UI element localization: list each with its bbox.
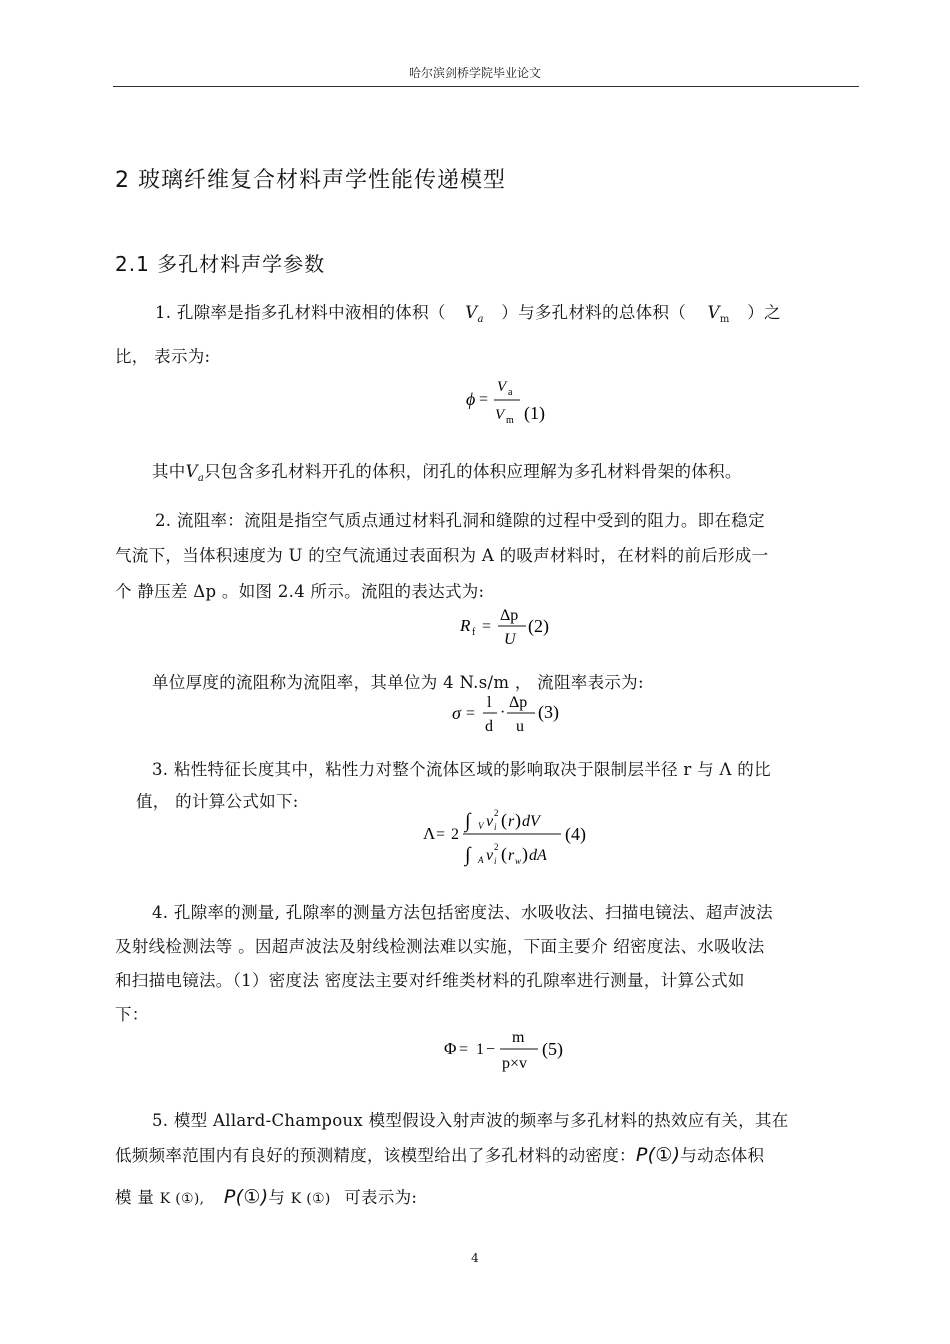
symbol-va-inline: $V_a$: [185, 462, 205, 484]
eq5-lhs: Φ: [444, 1039, 457, 1058]
para1-note: [152, 458, 742, 484]
eq1-equals: =: [479, 391, 489, 408]
para5-line3-b: 与: [268, 1188, 291, 1207]
equation-5: [442, 1024, 572, 1074]
para5-line2-text: 低频频率范围内有良好的预测精度，该模型给出了多孔材料的动密度：: [115, 1146, 636, 1165]
para1-text-c: ）之: [747, 303, 781, 322]
page-header: 哈尔滨剑桥学院毕业论文: [408, 66, 541, 80]
para5-line2: [115, 1142, 764, 1166]
eq4-equals: =: [436, 826, 446, 843]
para2-unit: 单位厚度的流阻称为流阻率，其单位为 4 N.s/m ， 流阻率表示为:: [152, 673, 644, 692]
page-number: 4: [471, 1251, 479, 1265]
eq1-tag: (1): [524, 403, 545, 423]
eq4-num-v-sup: 2: [494, 808, 499, 818]
para2-line2: 气流下，当体积速度为 U 的空气流通过表面积为 A 的吸声材料时，在材料的前后形成一: [115, 546, 769, 565]
eq4-num-v: v: [486, 813, 494, 830]
para2-line1: 2. 流阻率：流阻是指空气质点通过材料孔洞和缝隙的过程中受到的阻力。即在稳定: [155, 511, 765, 530]
eq4-den-v-sub: i: [494, 856, 497, 866]
eq5-den: p×v: [502, 1055, 528, 1072]
eq4-den-v: v: [486, 847, 494, 864]
para1-text-b: ）与多孔材料的总体积（: [501, 303, 687, 322]
eq5-num: m: [512, 1029, 525, 1046]
para5-line3-c: 可表示为:: [344, 1188, 418, 1207]
eq2-lhs-sub: f: [472, 627, 476, 638]
para5-line1: 5. 模型 Allard-Champoux 模型假设入射声波的频率与多孔材料的热效应有关，其在: [152, 1111, 789, 1130]
eq5-one: 1: [476, 1041, 484, 1058]
para4-line1: 4. 孔隙率的测量, 孔隙率的测量方法包括密度法、水吸收法、扫描电镜法、超声波法: [152, 903, 773, 922]
eq4-lhs: Λ: [423, 824, 436, 843]
symbol-vm: $V_m$: [707, 303, 730, 325]
eq1-num: V: [497, 379, 507, 395]
symbol-rho-omega-2: P(①): [223, 1186, 269, 1208]
para1-line2: 比， 表示为:: [115, 347, 211, 366]
eq4-den-paren: (: [501, 844, 507, 864]
eq2-equals: =: [482, 618, 492, 635]
para4-line2: 及射线检测法等 。因超声波法及射线检测法难以实施，下面主要介 绍密度法、水吸收法: [115, 937, 765, 956]
eq1-lhs: ϕ: [466, 389, 476, 409]
eq4-num-paren: (: [501, 810, 507, 830]
eq3-f1-den: d: [485, 718, 493, 735]
header-rule: [113, 86, 859, 87]
eq1-num-sub: a: [508, 387, 513, 398]
eq2-lhs: R: [460, 616, 471, 635]
para5-line3: [115, 1184, 417, 1208]
eq3-f2-den: u: [516, 718, 524, 735]
para1-note-b: 只包含多孔材料开孔的体积，闭孔的体积应理解为多孔材料骨架的体积。: [204, 462, 742, 481]
para5-line2-tail: 与动态体积: [680, 1146, 765, 1165]
eq4-den-r-sub: w: [515, 856, 522, 866]
eq3-f1-num: l: [487, 694, 492, 711]
eq3-equals: =: [466, 705, 476, 722]
para1-text-a: 1. 孔隙率是指多孔材料中液相的体积（: [155, 303, 446, 322]
para3-line1: 3. 粘性特征长度其中，粘性力对整个流体区域的影响取决于限制层半径 r 与 Λ 的比: [152, 760, 771, 779]
equation-1: [462, 373, 562, 431]
eq4-den-domain: A: [478, 855, 484, 865]
eq2-num: Δp: [500, 607, 519, 624]
equation-2: [456, 602, 566, 650]
eq3-f2-num: Δp: [509, 694, 528, 711]
eq4-den-da: dA: [529, 847, 547, 864]
eq4-tag: (4): [565, 824, 586, 844]
equation-3: [450, 689, 570, 737]
para1-line1: [155, 299, 781, 325]
eq4-num-v-sub: i: [494, 822, 497, 832]
eq4-num-paren-close: ): [515, 810, 521, 830]
eq3-dot: ·: [500, 704, 506, 721]
para4-line3: 和扫描电镜法。（1）密度法 密度法主要对纤维类材料的孔隙率进行测量，计算公式如: [115, 971, 745, 990]
para4-line4: 下：: [115, 1005, 149, 1024]
eq4-den-integral: ∫: [465, 844, 471, 866]
para2-line3: 个 静压差 Δp 。如图 2.4 所示。流阻的表达式为:: [115, 582, 485, 601]
eq4-den-r: r: [508, 847, 515, 864]
section-title: 2.1 多孔材料声学参数: [115, 252, 326, 276]
eq4-num-integral: ∫: [465, 810, 471, 832]
symbol-k-omega: K (①),: [159, 1191, 205, 1207]
equation-4: [421, 804, 596, 872]
eq5-equals: =: [459, 1041, 469, 1058]
eq4-num-dv: dV: [522, 813, 540, 830]
eq4-num-r: r: [508, 813, 515, 830]
para3-line2: 值， 的计算公式如下:: [136, 792, 299, 811]
eq3-tag: (3): [538, 702, 559, 722]
eq4-den-v-sup: 2: [494, 842, 499, 852]
eq5-tag: (5): [542, 1039, 563, 1059]
eq3-lhs: σ: [452, 703, 461, 723]
para5-line3-a: 模 量: [115, 1188, 160, 1207]
eq2-den: U: [504, 631, 516, 648]
eq2-tag: (2): [528, 616, 549, 636]
symbol-rho-omega: P(①): [635, 1144, 681, 1166]
para1-note-a: 其中: [152, 462, 186, 481]
eq1-den: V: [495, 407, 505, 423]
eq5-minus: −: [486, 1041, 496, 1058]
eq1-den-sub: m: [506, 415, 514, 426]
chapter-title: 2 玻璃纤维复合材料声学性能传递模型: [115, 168, 506, 193]
eq4-coef: 2: [451, 826, 459, 843]
eq4-num-domain: V: [478, 821, 484, 831]
symbol-va: $V_a$: [465, 303, 484, 325]
eq4-den-paren-close: ): [522, 844, 528, 864]
symbol-k-omega-2: K (①): [290, 1191, 331, 1207]
